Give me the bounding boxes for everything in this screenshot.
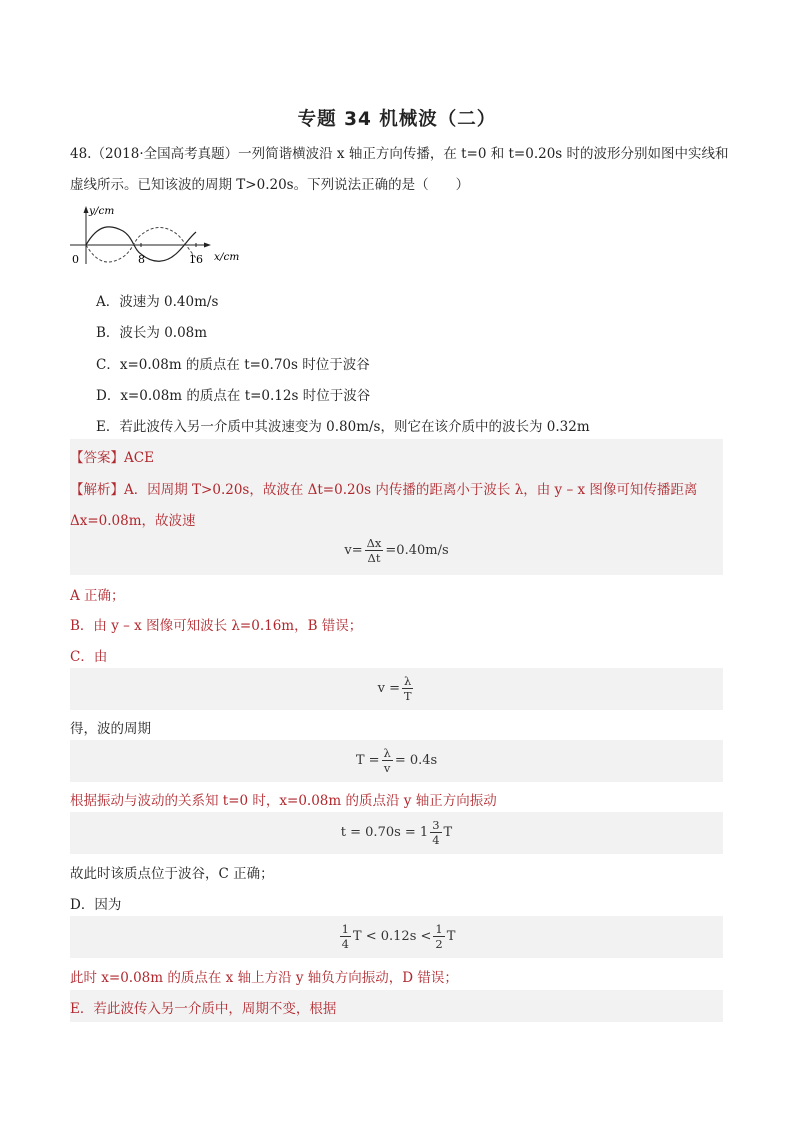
formula-velocity-fraction: $\frac{\Delta x}{\Delta t}$ — [366, 536, 382, 565]
e-line: E．若此波传入另一介质中，周期不变，根据 — [70, 1001, 337, 1017]
d-result: 此时 x=0.08m 的质点在 x 轴上方沿 y 轴负方向振动，D 错误； — [70, 970, 458, 986]
formula-velocity-lhs: v= — [344, 543, 363, 558]
c-line: C．由 — [70, 649, 108, 665]
x-axis-arrow — [204, 243, 211, 248]
answer-line: 【答案】ACE — [70, 450, 154, 466]
formula-period: T = $\frac{\lambda}{v}$ = 0.4s — [355, 746, 438, 775]
origin-label: 0 — [72, 253, 79, 266]
option-e: E．若此波传入另一介质中其波速变为 0.80m/s，则它在该介质中的波长为 0.32m — [96, 419, 590, 435]
wave-figure — [68, 202, 248, 270]
relation-line: 根据振动与波动的关系知 t=0 时，x=0.08m 的质点沿 y 轴正方向振动 — [70, 793, 497, 809]
formula-time: t = 0.70s = 1 $\frac{3}{4}$ T — [340, 818, 453, 847]
c-correct: 故此时该质点位于波谷，C 正确； — [70, 866, 274, 882]
formula-v-lambda: v = $\frac{\lambda}{T}$ — [377, 674, 412, 703]
option-a: A．波速为 0.40m/s — [96, 294, 219, 310]
a-correct: A 正确； — [70, 588, 125, 604]
analysis-line-1: 【解析】A．因周期 T>0.20s，故波在 Δt=0.20s 内传播的距离小于波长 λ，由 y – x 图像可知传播距离 — [70, 482, 698, 498]
formula-velocity — [70, 536, 723, 565]
tick-label-8: 8 — [138, 253, 145, 266]
page-title: 专题 34 机械波（二） — [297, 109, 497, 130]
analysis-line-2: Δx=0.08m，故波速 — [70, 513, 196, 529]
option-d: D．x=0.08m 的质点在 t=0.12s 时位于波谷 — [96, 388, 371, 404]
question-line-1: 48.（2018·全国高考真题）一列简谐横波沿 x 轴正方向传播，在 t=0 和 t=0.20s 时的波形分别如图中实线和 — [70, 146, 729, 162]
x-axis-label: x/cm — [214, 251, 240, 263]
option-c: C．x=0.08m 的质点在 t=0.70s 时位于波谷 — [96, 357, 370, 373]
tick-label-16: 16 — [189, 253, 203, 266]
formula-velocity-rhs: =0.40m/s — [385, 543, 449, 558]
de-line: 得，波的周期 — [70, 721, 151, 737]
b-line: B．由 y – x 图像可知波长 λ=0.16m，B 错误； — [70, 618, 363, 634]
y-axis-arrow — [84, 206, 89, 213]
question-line-2: 虚线所示。已知该波的周期 T>0.20s。下列说法正确的是（ ） — [70, 177, 470, 193]
y-axis-label: y/cm — [89, 205, 115, 217]
formula-inequality: $\frac{1}{4}$ T < 0.12s < $\frac{1}{2}$ T — [341, 922, 456, 951]
d-line: D．因为 — [70, 897, 122, 913]
option-b: B．波长为 0.08m — [96, 325, 208, 341]
